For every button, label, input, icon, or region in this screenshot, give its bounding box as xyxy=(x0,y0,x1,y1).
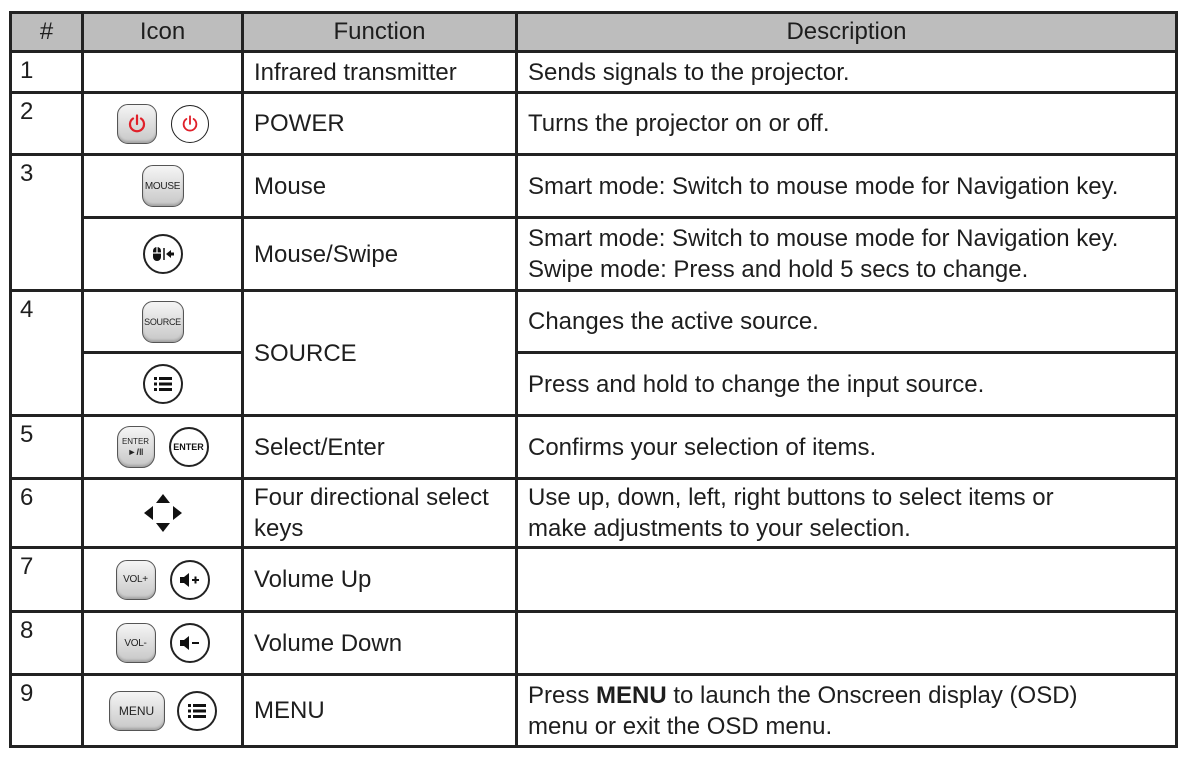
speaker-plus-icon xyxy=(170,560,210,600)
icon-cell xyxy=(83,155,243,218)
row-number: 5 xyxy=(11,416,83,479)
table-row xyxy=(11,52,1177,93)
function-cell: Infrared transmitter xyxy=(243,52,517,93)
description-line: make adjustments to your selection. xyxy=(528,515,911,542)
function-cell: SOURCE xyxy=(243,291,517,416)
menu-list-icon xyxy=(177,691,217,731)
table-row xyxy=(11,93,1177,155)
vol-down-button-label: VOL- xyxy=(124,637,147,649)
function-cell: Mouse xyxy=(243,155,517,218)
table-row xyxy=(11,353,1177,416)
icon-cell xyxy=(83,353,243,416)
table-row xyxy=(11,675,1177,747)
speaker-minus-icon xyxy=(170,623,210,663)
table-row xyxy=(11,612,1177,675)
vol-up-button-label: VOL+ xyxy=(123,574,148,585)
mouse-swipe-icon xyxy=(143,234,183,274)
description-cell xyxy=(517,479,1177,548)
description-line: Smart mode: Switch to mouse mode for Navigation key. xyxy=(528,225,1119,252)
enter-circle-label: ENTER xyxy=(173,442,204,452)
enter-button-label: ENTER xyxy=(121,437,150,446)
description-bold-menu: MENU xyxy=(596,681,667,709)
icon-cell xyxy=(83,612,243,675)
icon-cell xyxy=(83,52,243,93)
table-header-row xyxy=(11,13,1177,52)
row-number: 9 xyxy=(11,675,83,747)
description-rest: to launch the Onscreen display (OSD) xyxy=(666,681,1078,709)
table-row xyxy=(11,291,1177,353)
row-number: 2 xyxy=(11,93,83,155)
header-function: Function xyxy=(243,13,517,52)
description-cell: Confirms your selection of items. xyxy=(517,416,1177,479)
function-cell xyxy=(243,479,517,548)
power-circle-icon xyxy=(171,105,209,143)
row-number: 6 xyxy=(11,479,83,548)
mouse-button-label: MOUSE xyxy=(144,180,181,192)
icon-cell xyxy=(83,548,243,612)
row-number: 8 xyxy=(11,612,83,675)
function-cell: Mouse/Swipe xyxy=(243,218,517,291)
icon-cell xyxy=(83,675,243,747)
table-row xyxy=(11,218,1177,291)
mouse-button-icon xyxy=(142,165,184,207)
icon-cell xyxy=(83,416,243,479)
table-row xyxy=(11,416,1177,479)
description-line xyxy=(528,680,1175,711)
icon-cell xyxy=(83,291,243,353)
play-pause-label: ►/‖ xyxy=(127,447,144,457)
remote-buttons-table xyxy=(9,11,1178,748)
vol-down-button-icon xyxy=(116,623,156,663)
header-num: # xyxy=(11,13,83,52)
description-cell xyxy=(517,675,1177,747)
function-line: Four directional select xyxy=(254,484,489,511)
icon-cell xyxy=(83,93,243,155)
list-icon xyxy=(143,364,183,404)
header-icon: Icon xyxy=(83,13,243,52)
description-cell: Sends signals to the projector. xyxy=(517,52,1177,93)
row-number: 4 xyxy=(11,291,83,416)
table-row xyxy=(11,479,1177,548)
description-cell: Changes the active source. xyxy=(517,291,1177,353)
description-cell: Turns the projector on or off. xyxy=(517,93,1177,155)
function-cell: MENU xyxy=(243,675,517,747)
function-line: keys xyxy=(254,515,304,542)
description-cell xyxy=(517,218,1177,291)
description-cell xyxy=(517,612,1177,675)
description-line: Use up, down, left, right buttons to select items or xyxy=(528,484,1054,511)
function-cell: Select/Enter xyxy=(243,416,517,479)
description-line: Swipe mode: Press and hold 5 secs to change. xyxy=(528,256,1029,283)
function-cell: POWER xyxy=(243,93,517,155)
row-number: 7 xyxy=(11,548,83,612)
menu-button-label: MENU xyxy=(118,703,155,718)
row-number: 3 xyxy=(11,155,83,291)
description-cell xyxy=(517,548,1177,612)
table-row xyxy=(11,155,1177,218)
description-line: menu or exit the OSD menu. xyxy=(528,712,833,740)
four-direction-arrows-icon xyxy=(140,490,186,536)
function-cell: Volume Down xyxy=(243,612,517,675)
function-cell: Volume Up xyxy=(243,548,517,612)
table-row xyxy=(11,548,1177,612)
header-description: Description xyxy=(517,13,1177,52)
description-prefix: Press xyxy=(528,681,597,709)
row-number: 1 xyxy=(11,52,83,93)
power-button-red-icon xyxy=(117,104,157,144)
icon-cell xyxy=(83,218,243,291)
icon-cell xyxy=(83,479,243,548)
enter-play-pause-button-icon xyxy=(117,426,155,468)
source-button-icon xyxy=(142,301,184,343)
menu-button-icon xyxy=(109,691,165,731)
source-button-label: SOURCE xyxy=(144,316,181,327)
description-cell: Press and hold to change the input source. xyxy=(517,353,1177,416)
vol-up-button-icon xyxy=(116,560,156,600)
description-cell: Smart mode: Switch to mouse mode for Navigation key. xyxy=(517,155,1177,218)
enter-circle-icon xyxy=(169,427,209,467)
